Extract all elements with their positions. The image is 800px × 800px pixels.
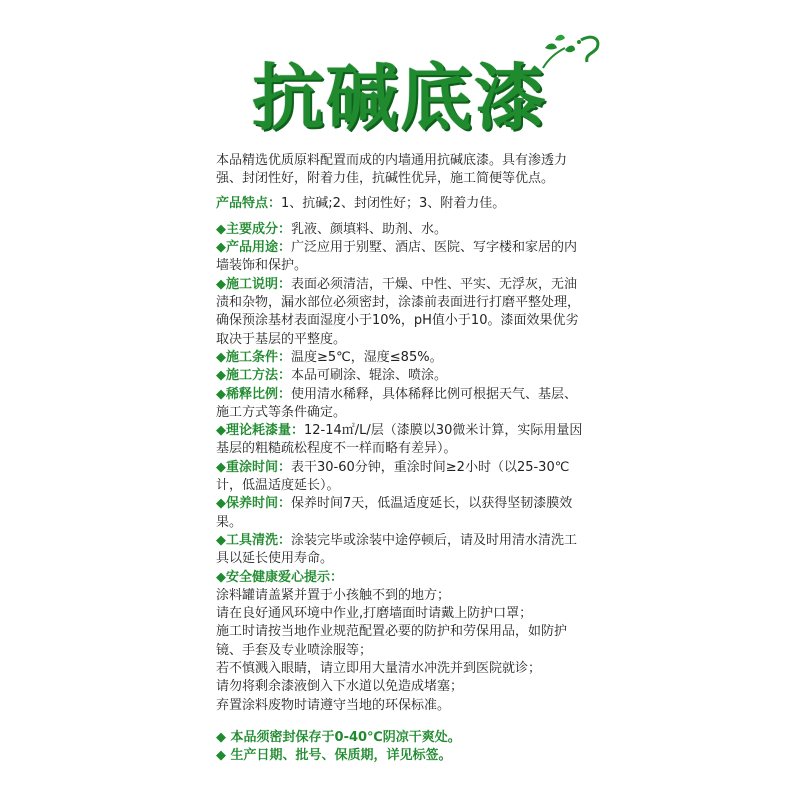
spec-text: 广泛应用于别墅、酒店、医院、写字楼和家居的内墙装饰和保护。 <box>216 240 578 274</box>
spec-label: 重涂时间： <box>226 459 292 475</box>
spec-item-usage <box>216 239 588 276</box>
safety-line: 请勿将剩余漆液倒入下水道以免造成堵塞； <box>216 679 464 695</box>
spec-label: 安全健康爱心提示： <box>226 569 344 585</box>
spec-item-curing <box>216 495 588 532</box>
diamond-bullet-icon: ◆ <box>216 569 226 585</box>
spec-text: 表面必须清洁，干燥、中性、平实、无浮灰，无油渍和杂物，漏水部位必须密封，涂漆前表面进行打磨平整处理，确保预涂基材表面湿度小于10%，pH值小于10。漆面效果优劣取决于基层的平整度。 <box>216 276 581 347</box>
spec-label: 理论耗漆量： <box>226 423 305 439</box>
spec-item-ingredients <box>216 221 588 239</box>
diamond-bullet-icon: ◆ <box>216 276 226 292</box>
spec-text: 乳液、颜填料、助剂、水。 <box>291 221 448 237</box>
diamond-bullet-icon: ◆ <box>216 349 226 365</box>
spec-text: 表干30-60分钟，重涂时间≥2小时（以25-30℃计，低温适度延长）。 <box>216 459 570 494</box>
spec-text: 使用清水稀释，具体稀释比例可根据天气、基层、施工方式等条件确定。 <box>216 386 578 420</box>
spec-label: 施工说明： <box>226 276 292 292</box>
date-batch-note: ◆ 生产日期、批号、保质期，详见标签。 <box>216 748 452 764</box>
spec-item-safety <box>216 569 588 587</box>
diamond-bullet-icon: ◆ <box>216 368 226 384</box>
diamond-bullet-icon: ◆ <box>216 221 226 237</box>
safety-line: 请在良好通风环境中作业,打磨墙面时请戴上防护口罩； <box>216 606 533 622</box>
spec-item-instructions <box>216 276 588 349</box>
product-features <box>216 195 588 213</box>
safety-line: 涂料罐请盖紧并置于小孩触不到的地方； <box>216 587 451 603</box>
spec-item-cleaning <box>216 532 588 569</box>
spec-text: 涂装完毕或涂装中途停顿后，请及时用清水清洗工具以延长使用寿命。 <box>216 532 578 567</box>
spec-label: 施工条件： <box>226 349 292 365</box>
spec-item-recoat <box>216 459 588 496</box>
spec-label: 产品用途： <box>226 240 292 256</box>
spec-label: 施工方法： <box>226 368 292 384</box>
title-block <box>0 40 800 144</box>
storage-note: ◆ 本品须密封保存于0-40℃阴凉干爽处。 <box>216 729 461 745</box>
diamond-bullet-icon: ◆ <box>216 459 226 475</box>
diamond-bullet-icon: ◆ <box>216 386 226 402</box>
diamond-bullet-icon: ◆ <box>216 423 226 439</box>
spec-item-method <box>216 367 588 385</box>
features-label: 产品特点： <box>216 195 282 211</box>
spec-label: 稀释比例： <box>226 386 292 402</box>
leaf-sprig-ornament-icon <box>535 28 605 78</box>
page-title: 抗碱底漆 <box>251 56 548 140</box>
features-text: 1、抗碱;2、封闭性好；3、附着力佳。 <box>281 195 506 211</box>
safety-notes <box>216 587 588 715</box>
spec-text: 保养时间7天，低温适度延长，以获得坚韧漆膜效果。 <box>216 496 573 530</box>
diamond-bullet-icon: ◆ <box>216 240 226 256</box>
footer-notes <box>216 729 588 766</box>
diamond-bullet-icon: ◆ <box>216 532 226 548</box>
spec-text: 温度≥5℃，湿度≤85%。 <box>291 349 443 365</box>
safety-line: 弃置涂料废物时请遵守当地的环保标准。 <box>216 697 451 713</box>
safety-line: 若不慎溅入眼睛，请立即用大量清水冲洗并到医院就诊； <box>216 661 542 677</box>
safety-line: 施工时请按当地作业规范配置必要的防护和劳保用品，如防护镜、手套及专业喷涂服等； <box>216 624 568 658</box>
spec-item-coverage <box>216 422 588 459</box>
spec-item-conditions <box>216 349 588 367</box>
spec-label: 工具清洗： <box>226 532 292 548</box>
intro-paragraph: 本品精选优质原料配置而成的内墙通用抗碱底漆。具有渗透力强、封闭性好，附着力佳，抗碱性优异，施工简便等优点。 <box>216 153 568 187</box>
spec-label: 保养时间： <box>226 496 292 512</box>
description-content <box>216 152 588 766</box>
spec-text: 本品可刷涂、辊涂、喷涂。 <box>291 368 448 384</box>
spec-text: 12-14㎡/L/层（漆膜以30微米计算，实际用量因基层的粗糙疏松程度不一样而略有差异）。 <box>216 423 583 457</box>
spec-label: 主要成分： <box>226 221 292 237</box>
spec-item-dilution <box>216 386 588 423</box>
diamond-bullet-icon: ◆ <box>216 496 226 512</box>
